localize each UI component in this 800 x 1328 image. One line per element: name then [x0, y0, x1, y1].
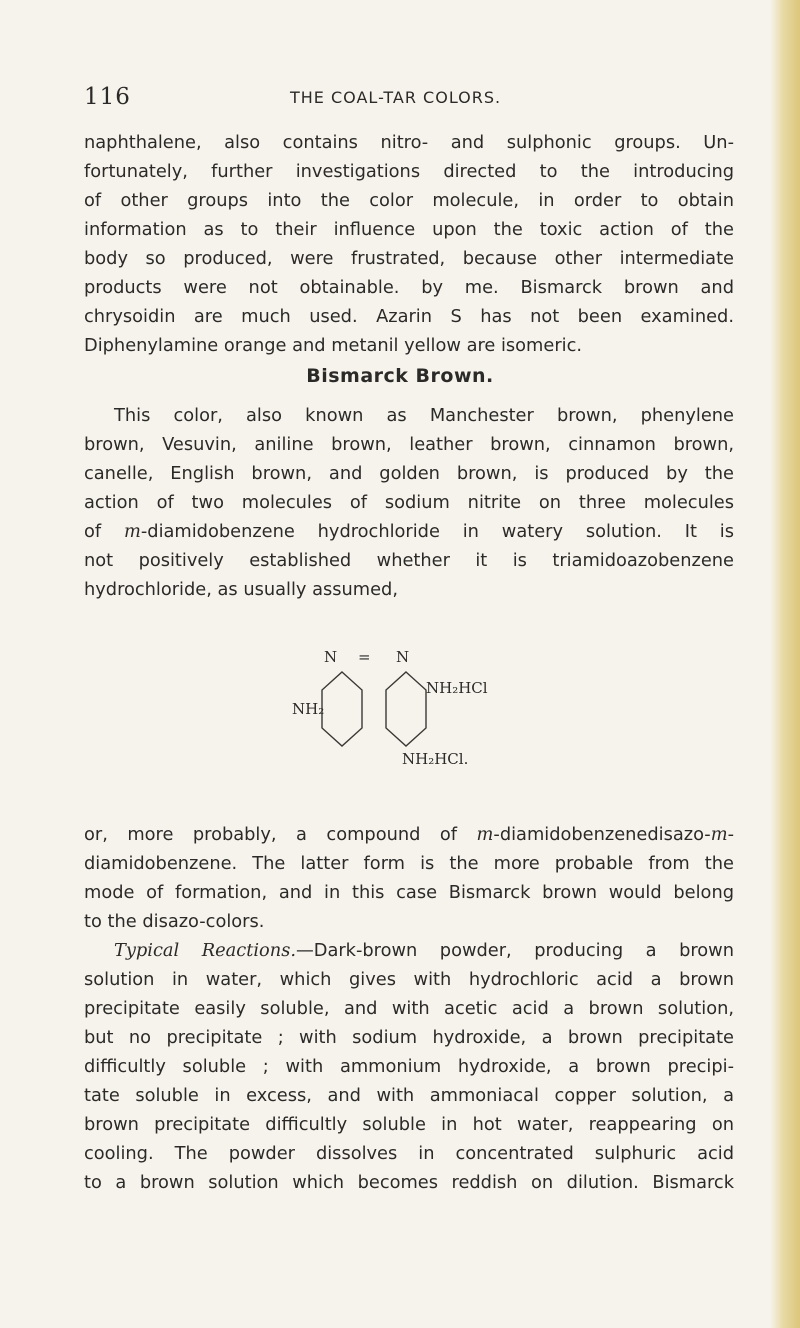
text-line: diamidobenzene. The latter form is the more probable from the: [84, 853, 734, 874]
paragraph-bismarck-brown: [84, 401, 734, 604]
text-line: brown, Vesuvin, aniline brown, leather brown, cinnamon brown,: [84, 434, 734, 455]
text-line: information as to their influence upon the toxic action of the: [84, 219, 734, 240]
text-line: This color, also known as Manchester brown, phenylene: [114, 405, 734, 426]
text-line: of other groups into the color molecule, in order to obtain: [84, 190, 734, 211]
azo-double-bond: =: [358, 648, 371, 666]
text-line: Diphenylamine orange and metanil yellow are isomeric.: [84, 335, 582, 356]
azo-nitrogen-left: N: [324, 648, 338, 666]
text-line: to a brown solution which becomes reddish on dilution. Bismarck: [84, 1172, 734, 1193]
page-number: 116: [84, 84, 131, 110]
text-line: Typical Reactions.—Dark-brown powder, producing a brown: [114, 940, 734, 961]
text-line: cooling. The powder dissolves in concentrated sulphuric acid: [84, 1143, 734, 1164]
text-line: action of two molecules of sodium nitrite on three molecules: [84, 492, 734, 513]
text-line: tate soluble in excess, and with ammoniacal copper solution, a: [84, 1085, 734, 1106]
text-line: fortunately, further investigations directed to the introducing: [84, 161, 734, 182]
text-line: difficultly soluble ; with ammonium hydroxide, a brown precipi-: [84, 1056, 734, 1077]
text-line: mode of formation, and in this case Bismarck brown would belong: [84, 882, 734, 903]
reactions-heading: Typical Reactions.: [114, 940, 296, 961]
running-title: THE COAL-TAR COLORS.: [290, 88, 502, 107]
section-title: Bismarck Brown.: [306, 365, 494, 387]
benzene-rings-drawing: [290, 650, 550, 798]
text-line: brown precipitate difficultly soluble in hot water, reappearing on: [84, 1114, 734, 1135]
text-line: not positively established whether it is triamidoazobenzene: [84, 550, 734, 571]
text-line: chrysoidin are much used. Azarin S has not been examined.: [84, 306, 734, 327]
text-line: or, more probably, a compound of m-diamidobenzenedisazo-m-: [84, 824, 734, 845]
page-edge-shadow: [770, 0, 800, 1328]
text-line: canelle, English brown, and golden brown, is produced by the: [84, 463, 734, 484]
amine-hydrochloride-bottom: NH₂HCl.: [402, 750, 469, 768]
text-line: precipitate easily soluble, and with acetic acid a brown solution,: [84, 998, 734, 1019]
paragraph-intro: [84, 128, 734, 360]
text-line: solution in water, which gives with hydrochloric acid a brown: [84, 969, 734, 990]
text-line: hydrochloride, as usually assumed,: [84, 579, 398, 600]
amino-group: NH₂: [292, 700, 325, 718]
page-header: [84, 84, 734, 114]
text-line: but no precipitate ; with sodium hydroxide, a brown precipitate: [84, 1027, 734, 1048]
text-line: of m-diamidobenzene hydrochloride in watery solution. It is: [84, 521, 734, 542]
azo-nitrogen-right: N: [396, 648, 410, 666]
structural-formula: [290, 650, 550, 798]
text-line: body so produced, were frustrated, because other intermediate: [84, 248, 734, 269]
amine-hydrochloride-top: NH₂HCl: [426, 679, 488, 697]
text-line: naphthalene, also contains nitro- and sulphonic groups. Un-: [84, 132, 734, 153]
paragraph-typical-reactions: [84, 936, 734, 1197]
text-line: products were not obtainable. by me. Bismarck brown and: [84, 277, 734, 298]
text-line: to the disazo-colors.: [84, 911, 265, 932]
paragraph-disazo: [84, 820, 734, 936]
